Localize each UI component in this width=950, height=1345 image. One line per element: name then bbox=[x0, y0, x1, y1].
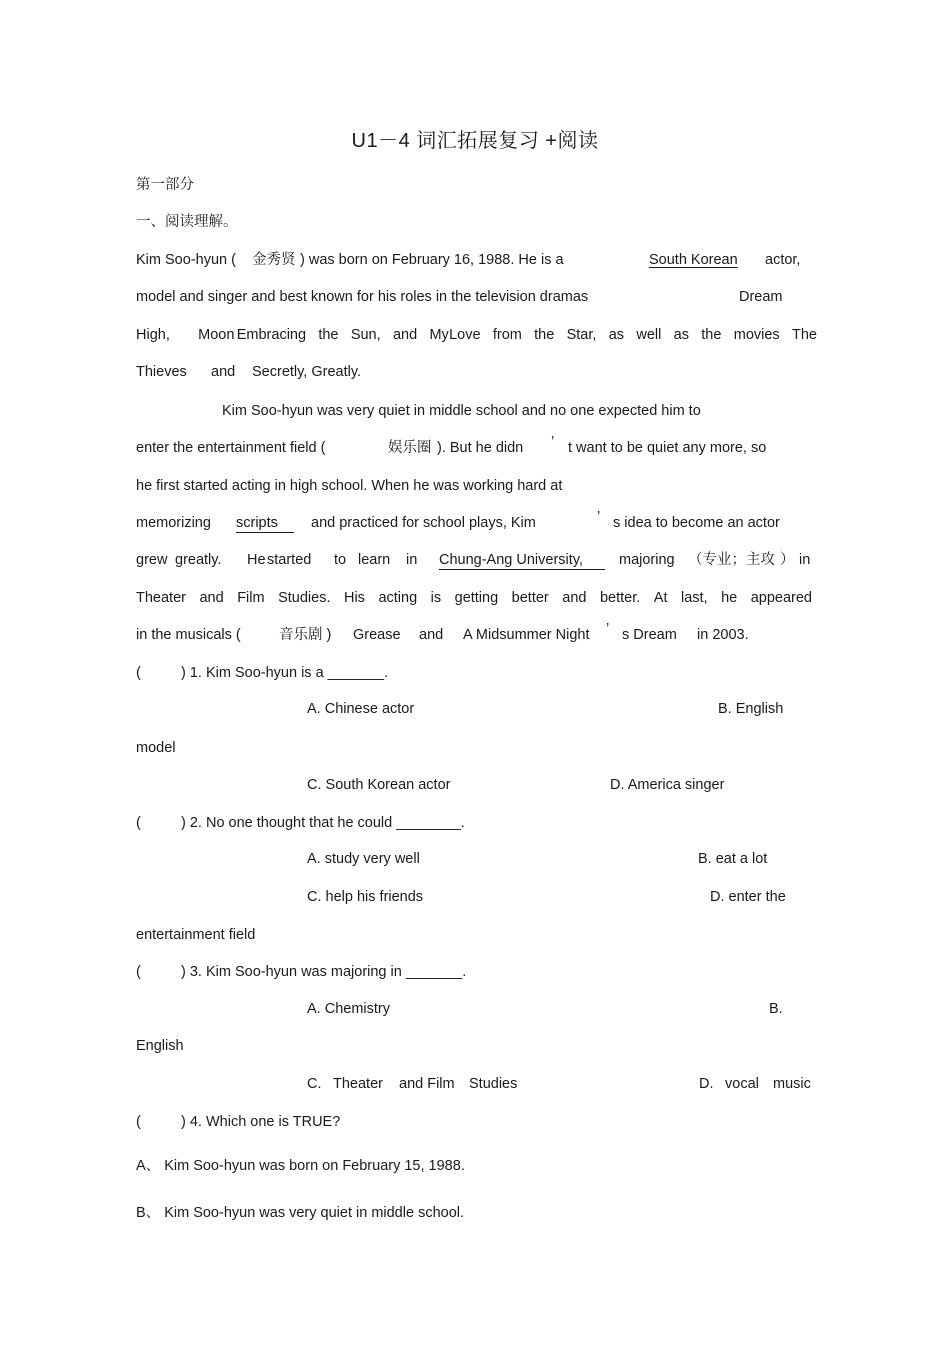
q2-option-d-wrap: entertainment field bbox=[136, 927, 256, 943]
q1-option-a: A. Chinese actor bbox=[307, 701, 415, 717]
word: acting bbox=[378, 590, 418, 606]
q1-option-b-wrap: model bbox=[136, 740, 176, 756]
word: ） bbox=[780, 552, 795, 568]
underlined-university bbox=[439, 551, 605, 570]
chinese-major-note: （专业；主攻 bbox=[688, 552, 775, 568]
q3-option-d-label: D. bbox=[699, 1076, 714, 1092]
underlined-south-korean: South Korean bbox=[649, 252, 738, 268]
q2-option-b: B. eat a lot bbox=[698, 851, 768, 867]
exercise-heading: 一、阅读理解。 bbox=[136, 214, 238, 230]
word: the bbox=[318, 327, 339, 343]
q1-option-c: C. South Korean actor bbox=[307, 777, 451, 793]
passage-line-6b: ). But he didn bbox=[437, 440, 524, 456]
word: and bbox=[199, 590, 224, 606]
word: Sun, bbox=[350, 327, 381, 343]
q3-option-b: B. bbox=[769, 1001, 783, 1017]
word: in bbox=[406, 552, 418, 568]
passage-line-1b: ) was born on February 16, 1988. He is a bbox=[300, 252, 564, 268]
passage-line-8c: s idea to become an actor bbox=[613, 515, 780, 531]
apostrophe: ’ bbox=[606, 621, 610, 637]
word: At bbox=[653, 590, 668, 606]
university-name: Chung-Ang University, bbox=[439, 552, 583, 568]
q3-option-d-word: music bbox=[773, 1076, 811, 1092]
question-3: ) 3. Kim Soo-hyun was majoring in _______. bbox=[181, 964, 467, 980]
passage-line-7: he first started acting in high school. When he was working hard at bbox=[136, 478, 563, 494]
passage-line-4c: Secretly, Greatly. bbox=[252, 364, 362, 380]
question-1: ) 1. Kim Soo-hyun is a _______. bbox=[181, 665, 389, 681]
answer-bracket-3: ( bbox=[136, 964, 141, 980]
word: the bbox=[701, 327, 722, 343]
chinese-name: 金秀贤 bbox=[252, 252, 296, 268]
word: appeared bbox=[750, 590, 812, 606]
word: the bbox=[534, 327, 555, 343]
word: and bbox=[562, 590, 587, 606]
answer-bracket-2: ( bbox=[136, 815, 141, 831]
passage-line-4b: and bbox=[211, 364, 236, 380]
word: Film bbox=[237, 590, 265, 606]
q2-option-c: C. help his friends bbox=[307, 889, 424, 905]
chinese-musicals: 音乐剧 ) bbox=[279, 627, 332, 643]
passage-line-6c: t want to be quiet any more, so bbox=[568, 440, 767, 456]
word: well bbox=[636, 327, 662, 343]
q4-option-a: A、 Kim Soo-hyun was born on February 15, 1988. bbox=[136, 1158, 465, 1174]
word: better bbox=[511, 590, 549, 606]
q3-option-c-label: C. bbox=[307, 1076, 322, 1092]
page-title: U1－4 词汇拓展复习 +阅读 bbox=[351, 130, 599, 152]
passage-line-2a: model and singer and best known for his roles in the television dramas bbox=[136, 289, 589, 305]
apostrophe: ’ bbox=[597, 509, 601, 525]
q3-option-c-word: and Film bbox=[399, 1076, 455, 1092]
passage-line-5: Kim Soo-hyun was very quiet in middle school and no one expected him to bbox=[222, 403, 701, 419]
word: from bbox=[492, 327, 522, 343]
word: High, bbox=[136, 327, 170, 343]
word: and bbox=[392, 327, 418, 343]
word: as bbox=[673, 327, 689, 343]
answer-bracket-1: ( bbox=[136, 665, 141, 681]
word: he bbox=[721, 590, 738, 606]
q2-option-d: D. enter the bbox=[710, 889, 786, 905]
underlined-scripts bbox=[236, 514, 294, 533]
q3-option-c-word: Theater bbox=[333, 1076, 383, 1092]
word: A Midsummer Night bbox=[463, 627, 590, 643]
word: last, bbox=[680, 590, 708, 606]
word: My bbox=[429, 327, 449, 343]
word: in bbox=[799, 552, 811, 568]
word: as bbox=[608, 327, 625, 343]
question-4: ) 4. Which one is TRUE? bbox=[181, 1114, 341, 1130]
word: Theater bbox=[136, 590, 186, 606]
word: The bbox=[791, 327, 817, 343]
q3-option-a: A. Chemistry bbox=[307, 1001, 390, 1017]
word: His bbox=[343, 590, 365, 606]
q3-option-c-word: Studies bbox=[469, 1076, 518, 1092]
q4-option-b: B、 Kim Soo-hyun was very quiet in middle school. bbox=[136, 1205, 465, 1221]
word: Grease bbox=[353, 627, 401, 643]
word: is bbox=[430, 590, 442, 606]
word: better. bbox=[599, 590, 641, 606]
scripts-word: scripts bbox=[236, 515, 278, 531]
answer-bracket-4: ( bbox=[136, 1114, 141, 1130]
word: to bbox=[334, 552, 347, 568]
passage-line-10 bbox=[136, 589, 812, 607]
word: He bbox=[247, 552, 266, 568]
word: movies bbox=[733, 327, 780, 343]
passage-line-3 bbox=[136, 326, 817, 344]
word: Love bbox=[449, 327, 481, 343]
word: s Dream bbox=[622, 627, 677, 643]
chinese-entertainment-field: 娱乐圈 bbox=[388, 440, 432, 456]
passage-line-6a: enter the entertainment field ( bbox=[136, 440, 326, 456]
q2-option-a: A. study very well bbox=[307, 851, 420, 867]
passage-line-8b: and practiced for school plays, Kim bbox=[311, 515, 536, 531]
q3-option-b-wrap: English bbox=[136, 1038, 184, 1054]
word: majoring bbox=[619, 552, 675, 568]
passage-line-2b: Dream bbox=[739, 289, 783, 305]
word: grew bbox=[136, 552, 168, 568]
word: Embracing bbox=[236, 327, 307, 343]
passage-line-11a: in the musicals ( bbox=[136, 627, 241, 643]
passage-line-4a: Thieves bbox=[136, 364, 187, 380]
q1-option-b: B. English bbox=[718, 701, 784, 717]
word: started bbox=[267, 552, 312, 568]
apostrophe: ’ bbox=[551, 434, 555, 450]
word: Star, bbox=[566, 327, 597, 343]
word: and bbox=[419, 627, 444, 643]
passage-line-1c: actor, bbox=[765, 252, 801, 268]
word: learn bbox=[358, 552, 391, 568]
passage-line-1a: Kim Soo-hyun ( bbox=[136, 252, 236, 268]
section-label: 第一部分 bbox=[136, 177, 194, 193]
word: in 2003. bbox=[697, 627, 749, 643]
passage-line-8a: memorizing bbox=[136, 515, 211, 531]
word: greatly. bbox=[175, 552, 222, 568]
word: Moon bbox=[198, 327, 235, 343]
word: Studies. bbox=[278, 590, 331, 606]
q1-option-d: D. America singer bbox=[610, 777, 725, 793]
question-2: ) 2. No one thought that he could ________. bbox=[181, 815, 465, 831]
word: getting bbox=[454, 590, 499, 606]
q3-option-d-word: vocal bbox=[725, 1076, 759, 1092]
